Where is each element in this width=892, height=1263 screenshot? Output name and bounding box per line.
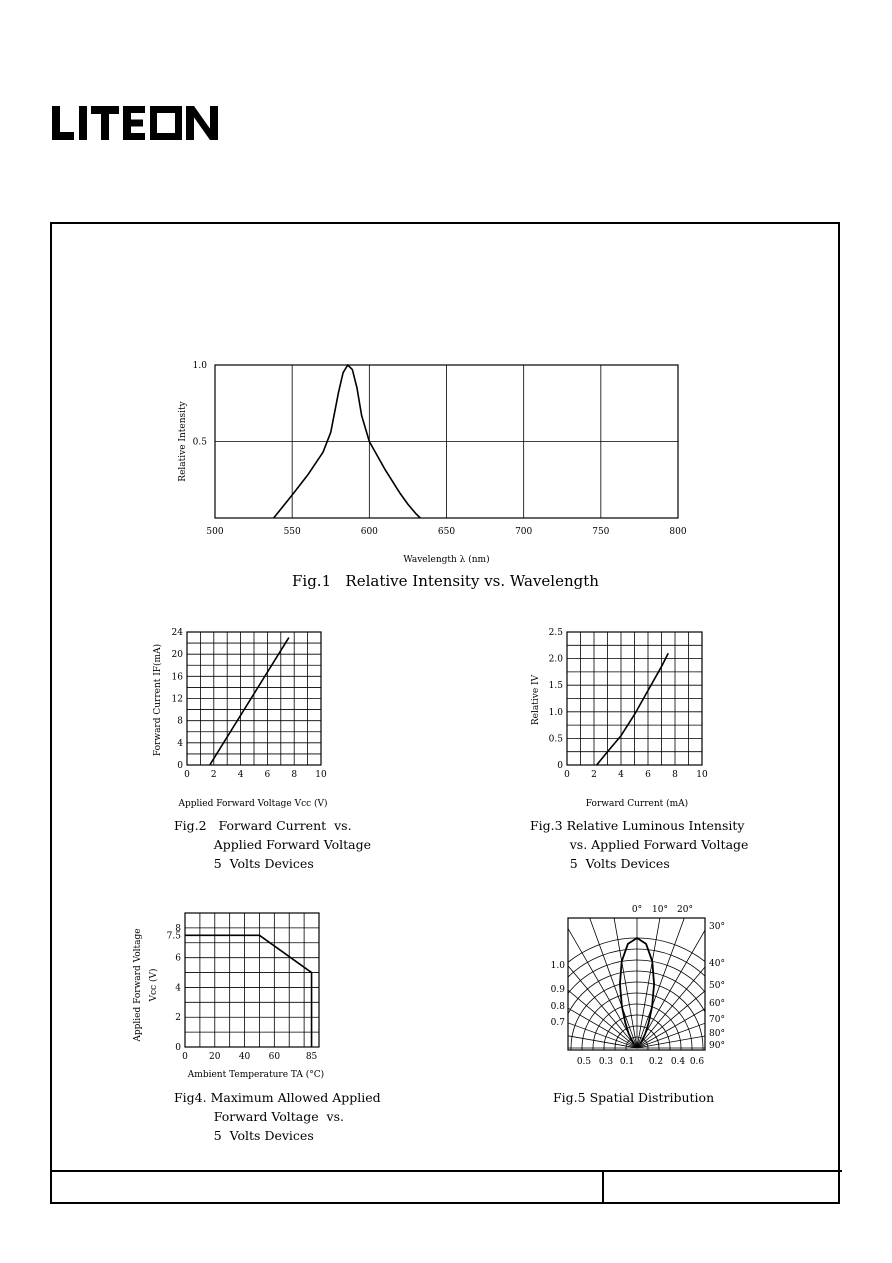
fig5-scale-label: 0.6 (689, 1057, 705, 1067)
fig5-intensity-label: 1.0 (550, 961, 565, 971)
fig5-polar-group (437, 848, 837, 1158)
fig3-y-tick-label: 0.5 (548, 734, 563, 745)
fig5-scale-label: 0.5 (576, 1057, 592, 1067)
fig2-x-tick-label: 0 (184, 770, 190, 780)
fig2-caption (174, 816, 371, 873)
fig3-y-tick-label: 2.0 (548, 654, 563, 665)
fig4-y-tick-label: 8 (175, 923, 181, 934)
fig1-x-tick-label: 650 (437, 527, 456, 537)
fig4-plot-frame (185, 913, 319, 1047)
fig3-x-tick-label: 0 (564, 770, 570, 780)
fig3-y-tick-label: 0 (557, 761, 563, 771)
fig5-angle-label: 20° (677, 905, 693, 915)
fig2-series-line (210, 638, 289, 765)
fig2-y-tick-label: 4 (177, 738, 183, 749)
fig3-caption-line: vs. Applied Forward Voltage (530, 837, 749, 852)
fig5-scale-label: 0.2 (648, 1057, 664, 1067)
fig5-angle-label: 50° (709, 981, 725, 991)
fig1-x-axis-label: Wavelength λ (nm) (403, 555, 490, 565)
fig4-y-tick-label: 7.5 (166, 931, 181, 942)
fig3-y-tick-label: 2.5 (548, 628, 563, 638)
fig4-caption (174, 1088, 381, 1145)
fig5-angle-label: 60° (709, 999, 725, 1009)
fig4-caption-line: Forward Voltage vs. (174, 1109, 345, 1124)
fig5-angle-label: 40° (709, 959, 725, 969)
fig3-x-tick-label: 2 (591, 770, 597, 780)
fig3-x-axis-label: Forward Current (mA) (585, 799, 689, 809)
fig5-intensity-label: 0.7 (550, 1018, 565, 1028)
fig4-y-axis-label: Vcc (V) (149, 968, 159, 1002)
fig2-caption-line: 5 Volts Devices (174, 856, 314, 871)
fig1-y-axis-label: Relative Intensity (178, 401, 188, 482)
fig3-y-tick-label: 1.0 (548, 707, 563, 718)
fig4-caption-line: 5 Volts Devices (174, 1128, 314, 1143)
fig2-x-axis-label: Applied Forward Voltage Vcc (V) (178, 799, 328, 809)
fig1-x-tick-label: 700 (515, 527, 533, 537)
fig4-y-tick-label: 2 (175, 1013, 181, 1024)
fig1-x-tick-label: 600 (360, 527, 378, 537)
fig1-x-tick-label: 500 (206, 527, 224, 537)
fig1-x-tick-label: 800 (669, 527, 687, 537)
fig5-angle-label: 10° (652, 905, 668, 915)
fig2-y-tick-label: 0 (177, 761, 183, 771)
fig4-x-tick-label: 60 (268, 1052, 281, 1062)
fig5-caption: Fig.5 Spatial Distribution (553, 1090, 715, 1105)
fig2-x-tick-label: 4 (237, 770, 244, 780)
fig5-scale-label: 0.3 (598, 1057, 614, 1067)
fig4-x-tick-label: 20 (209, 1052, 221, 1062)
fig2-x-tick-label: 6 (264, 770, 271, 780)
fig2-y-axis-label: Forward Current IF(mA) (153, 643, 163, 757)
fig5-angle-label: 30° (709, 922, 725, 932)
fig5-scale-label: 0.1 (619, 1057, 635, 1067)
fig4-y-tick-label: 0 (175, 1043, 181, 1053)
fig2-caption-line: Fig.2 Forward Current vs. (174, 818, 352, 833)
fig5-intensity-label: 0.9 (550, 985, 565, 995)
fig3-x-tick-label: 4 (618, 770, 624, 780)
fig4-series-line (185, 935, 312, 1047)
fig3-x-tick-label: 6 (645, 770, 651, 780)
fig2-x-tick-label: 8 (291, 770, 298, 780)
fig4-x-tick-label: 85 (305, 1052, 318, 1062)
fig1-y-tick-label: 1.0 (192, 361, 207, 371)
fig4-x-axis-label: Ambient Temperature TA (°C) (187, 1070, 325, 1080)
fig3-y-axis-label: Relative IV (531, 674, 541, 726)
fig4-y-tick-label: 6 (175, 953, 181, 964)
fig4-y-axis-label: Applied Forward Voltage (133, 928, 143, 1042)
fig3-caption-line: Fig.3 Relative Luminous Intensity (530, 818, 745, 833)
fig1-y-tick-label: 0.5 (192, 437, 207, 448)
fig2-y-tick-label: 8 (177, 716, 183, 727)
fig2-x-tick-label: 10 (315, 770, 327, 780)
fig2-y-tick-label: 12 (171, 694, 183, 705)
fig2-y-tick-label: 16 (171, 672, 183, 683)
fig5-angle-label: 90° (709, 1041, 725, 1051)
fig1-x-tick-label: 550 (283, 527, 301, 537)
fig2-caption-line: Applied Forward Voltage (174, 837, 372, 852)
fig2-y-tick-label: 20 (171, 650, 183, 661)
fig3-caption (530, 816, 748, 873)
fig1-x-tick-label: 750 (592, 527, 610, 537)
fig5-angle-label: 70° (709, 1015, 725, 1025)
fig3-x-tick-label: 10 (696, 770, 708, 780)
fig4-y-tick-label: 4 (175, 983, 181, 994)
fig2-y-tick-label: 24 (171, 628, 183, 638)
fig5-angle-label: 80° (709, 1029, 725, 1039)
fig4-caption-line: Fig4. Maximum Allowed Applied (174, 1090, 381, 1105)
fig3-y-tick-label: 1.5 (548, 681, 563, 692)
fig3-x-tick-label: 8 (672, 770, 678, 780)
fig4-x-tick-label: 40 (238, 1052, 251, 1062)
fig1-caption: Fig.1 Relative Intensity vs. Wavelength (292, 572, 599, 590)
fig4-x-tick-label: 0 (182, 1052, 188, 1062)
fig2-x-tick-label: 2 (210, 770, 217, 780)
fig5-angle-label: 0° (631, 905, 643, 915)
fig5-scale-label: 0.4 (670, 1057, 686, 1067)
fig3-caption-line: 5 Volts Devices (530, 856, 670, 871)
fig5-intensity-label: 0.8 (550, 1002, 565, 1012)
